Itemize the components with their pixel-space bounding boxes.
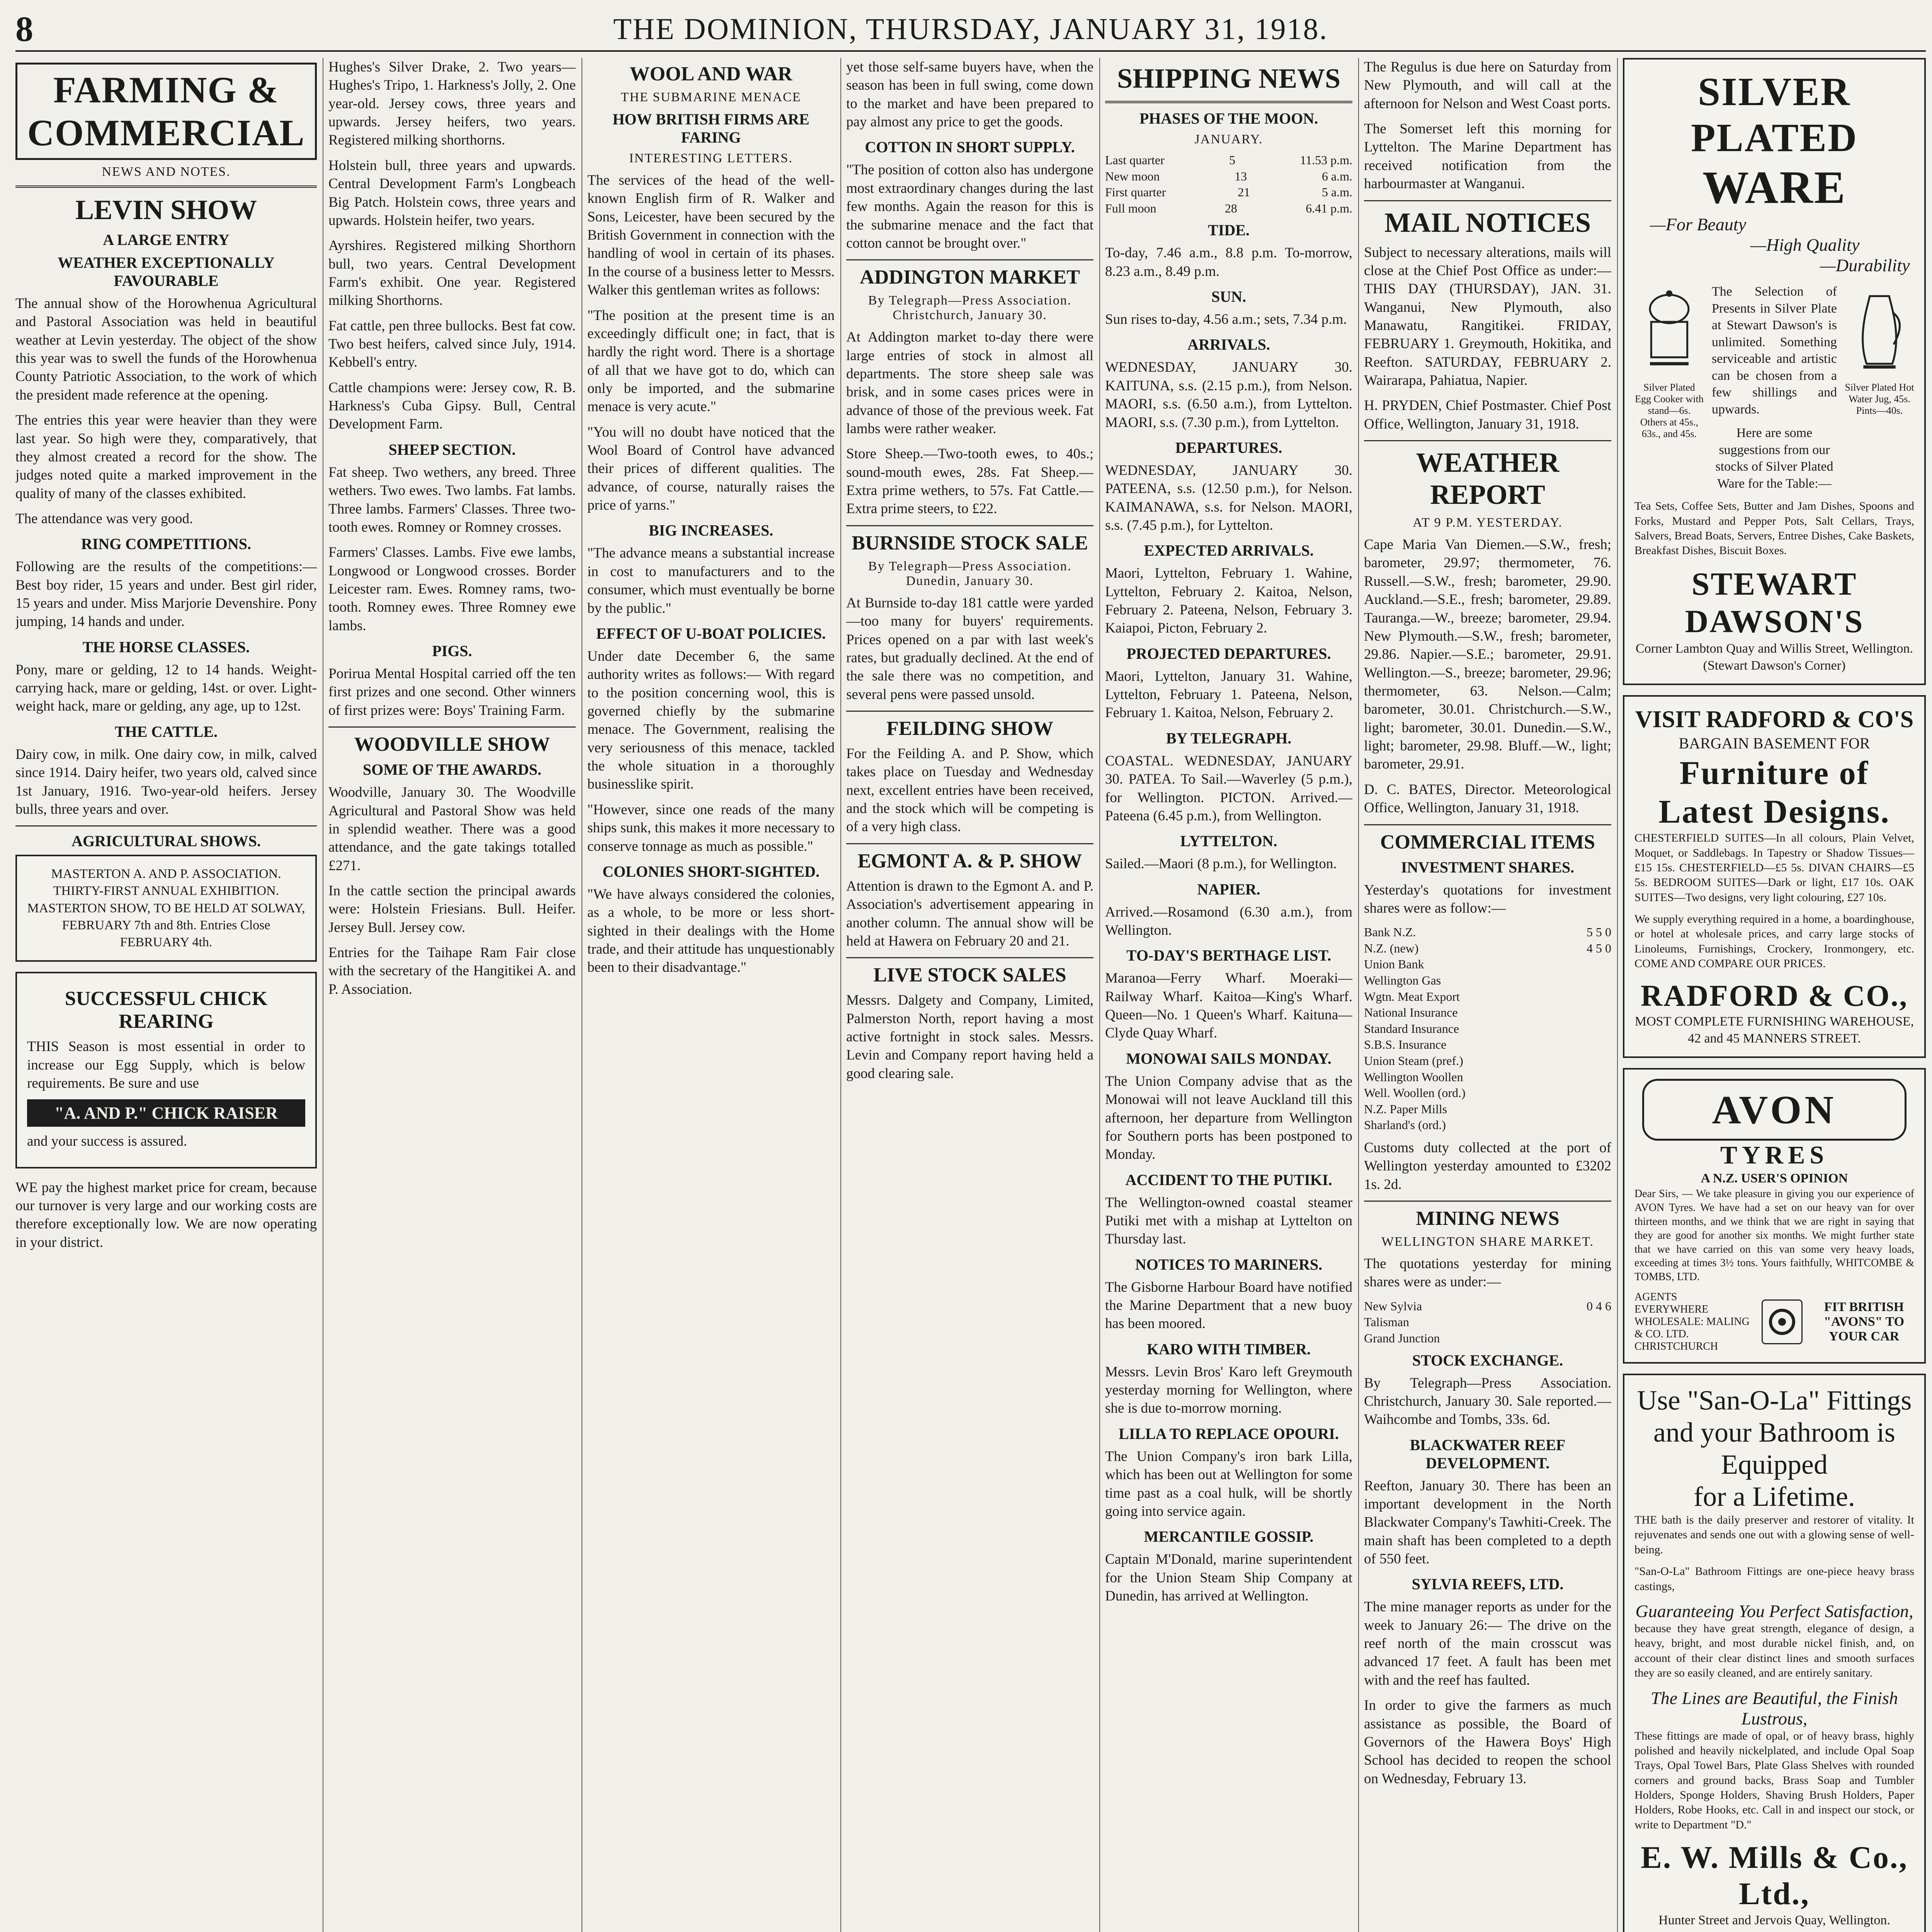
article-subhead: DEPARTURES. [1175, 439, 1282, 456]
article-subhead: COLONIES SHORT-SIGHTED. [602, 862, 820, 880]
article-subhead: SHEEP SECTION. [388, 440, 516, 458]
article-paragraph: Maranoa—Ferry Wharf. Moeraki—Railway Wharf. Kaitoa—King's Wharf. Queen—No. 1 Queen's Wharf. Kaituna—Clyde Quay Wharf. [1105, 970, 1352, 1041]
article-paragraph: Holstein bull, three years and upwards. Central Development Farm's Longbeach Big Patch. Holstein cows, three years and upwards. Holstein heifer, two years. [328, 157, 576, 228]
article-paragraph: Subject to necessary alterations, mails will close at the Chief Post Office as under:— THIS DAY (THURSDAY), JAN. 31. Wanganui, New Plymouth, also Manawatu, Rangitikei. FRIDAY, FEBRUARY 1. Greymouth, Hokitika, and Reefton. SATURDAY, FEBRUARY 2. Wairarapa, Pahiatua, Napier. [1364, 244, 1611, 389]
article-paragraph: The Wellington-owned coastal steamer Putiki met with a mishap at Lyttelton on Thursday last. [1105, 1194, 1352, 1247]
article-paragraph: "We have always considered the colonies, as a whole, to be more or less short-sighted in their dealings with the Home trade, and their attitude has unquestionably been to their disadvantage." [587, 886, 835, 976]
table-row: S.B.S. Insurance [1364, 1037, 1447, 1052]
article-paragraph: The annual show of the Horowhenua Agricultural and Pastoral Association was held in beautiful weather at Levin yesterday. The object of the show this year was to swell the funds of the Horowhenua County Patriotic Association, to the work of which the president made reference at the opening. [15, 296, 317, 403]
article-paragraph: "You will no doubt have noticed that the Wool Board of Control have advanced their prices of different qualities. The advance, of course, naturally raises the price of yarns." [587, 424, 835, 514]
radford-ad [1623, 695, 1926, 1058]
ad-body-row [1634, 283, 1914, 499]
article-headline: COMMERCIAL ITEMS [1380, 831, 1595, 853]
ad-text: The Selection of Presents in Silver Plate at Stewart Dawson's is unlimited. Something serviceable and artistic can be chosen from a few shillings and upwards. [1712, 284, 1837, 417]
article-subhead: BIG INCREASES. [648, 522, 774, 539]
article-paragraph: The Union Company's iron bark Lilla, which has been out at Wellington for some time past as a coal hulk, will be shortly going into service again. [1105, 1448, 1352, 1519]
egg-cooker-icon [1636, 283, 1702, 380]
article-dateline: By Telegraph—Press Association. Dunedin, January 30. [868, 559, 1072, 588]
ad-tagline: —For Beauty [1650, 214, 1747, 234]
column-mail-weather-commerce [1364, 58, 1611, 1932]
article-subhead: PHASES OF THE MOON. [1139, 110, 1318, 127]
page-title: THE DOMINION, THURSDAY, JANUARY 31, 1918. [613, 12, 1328, 46]
ad-headline: SUCCESSFUL CHICK REARING [65, 988, 268, 1033]
article-subhead: RING COMPETITIONS. [81, 535, 252, 553]
table-row: Bank N.Z. 5 5 0 [1364, 925, 1611, 939]
article-paragraph: The Gisborne Harbour Board have notified the Marine Department that a new buoy has been moored. [1105, 1279, 1352, 1332]
article-paragraph: In the cattle section the principal awards were: Holstein Friesians. Bull. Heifer. Jersey Bull. Jersey cow. [328, 883, 576, 935]
article-subhead: SOME OF THE AWARDS. [362, 761, 542, 779]
column-divider [840, 58, 841, 1932]
article-subhead: EXPECTED ARRIVALS. [1144, 542, 1314, 560]
ad-slogan: FIT BRITISH "AVONS" TO YOUR CAR [1823, 1300, 1905, 1344]
water-jug-figure [1845, 283, 1914, 417]
table-row: Full moon 28 6.41 p.m. [1105, 201, 1352, 215]
article-paragraph: Sun rises to-day, 4.56 a.m.; sets, 7.34 p.m. [1105, 311, 1347, 328]
article-paragraph: Messrs. Dalgety and Company, Limited, Palmerston North, report having a most active fortnight in stock sales. Messrs. Levin and Company report having held a good clearing sale. [846, 992, 1094, 1082]
article-subhead: MERCANTILE GOSSIP. [1144, 1528, 1314, 1546]
table-row: New moon 13 6 a.m. [1105, 169, 1352, 183]
ad-text: THE bath is the daily preserver and restorer of vitality. It rejuvenates and sends one out with a glowing sense of well-being. [1634, 1514, 1914, 1556]
article-subhead: WEATHER EXCEPTIONALLY FAVOURABLE [58, 254, 275, 289]
ad-subtitle: BARGAIN BASEMENT FOR [1679, 735, 1870, 752]
ad-footer [1634, 1291, 1914, 1353]
ad-subtitle: TYRES [1720, 1141, 1829, 1170]
san-o-la-ad [1623, 1374, 1926, 1932]
column-divider [1617, 58, 1618, 1932]
column-show-results [328, 58, 576, 1932]
ad-title: SILVER PLATED [1690, 70, 1858, 160]
avon-logo: AVON [1642, 1079, 1906, 1141]
ad-address: (Stewart Dawson's Corner) [1703, 658, 1846, 673]
article-subhead: BLACKWATER REEF DEVELOPMENT. [1410, 1436, 1566, 1472]
table-row: Union Bank [1364, 957, 1424, 971]
article-signature: H. PRYDEN, Chief Postmaster. Chief Post Office, Wellington, January 31, 1918. [1364, 398, 1611, 432]
ad-tagline: MOST COMPLETE FURNISHING WAREHOUSE, [1634, 1014, 1914, 1029]
table-row: Sharland's (ord.) [1364, 1118, 1446, 1132]
article-paragraph: The Union Company advise that as the Monowai will not leave Auckland till this afternoon, her departure from Wellington for Southern ports has been postponed to Monday. [1105, 1073, 1352, 1163]
ad-text: We supply everything required in a home, a boardinghouse, or hotel at wholesale prices, and carry large stocks of Linoleums, Furnishings, Crockery, Ironmongery, etc. COME AND COMPARE OUR PRICES. [1634, 913, 1914, 970]
table-row: Wgtn. Meat Export [1364, 989, 1460, 1003]
stewart-dawson-ad [1623, 58, 1926, 685]
column-markets [846, 58, 1094, 1932]
table-row: Well. Woollen (ord.) [1364, 1086, 1466, 1100]
article-headline: WOODVILLE SHOW [354, 733, 550, 756]
column-divider [1358, 58, 1359, 1932]
article-headline: LEVIN SHOW [75, 194, 257, 225]
article-paragraph: Reefton, January 30. There has been an important development in the North Blackwater Company's Tawhiti-Creek. The main shaft has been completed to a depth of 550 feet. [1364, 1478, 1611, 1567]
article-subhead: ARRIVALS. [1187, 336, 1270, 354]
article-subhead: STOCK EXCHANGE. [1412, 1351, 1563, 1369]
article-paragraph: At Burnside to-day 181 cattle were yarded—too many for buyers' requirements. Prices opened on a par with last week's rates, but gradually declined. At the end of the sale there was no competition, and several pens were passed unsold. [846, 595, 1094, 702]
moon-table [1105, 152, 1352, 216]
article-headline: BURNSIDE STOCK SALE [852, 532, 1088, 554]
article-subhead: PIGS. [432, 642, 472, 660]
article-headline: ADDINGTON MARKET [860, 266, 1080, 289]
ad-address: Corner Lambton Quay and Willis Street, Wellington. [1636, 641, 1913, 656]
figure-caption: Silver Plated Egg Cooker with stand—6s. Others at 45s., 63s., and 45s. [1635, 382, 1704, 439]
section-title: FARMING & COMMERCIAL [15, 63, 317, 160]
article-paragraph: Porirua Mental Hospital carried off the ten first prizes and one second. Other winners of first prizes were: Boys' Training Farm. [328, 666, 576, 718]
page-number: 8 [15, 9, 34, 49]
article-paragraph: The entries this year were heavier than they were last year. So high were they, comparatively, that they almost created a record for the show. The judges noted quite a marked improvement in the quality of many of the classes exhibited. [15, 412, 317, 502]
shares-table [1364, 924, 1611, 1133]
article-paragraph: The quotations yesterday for mining shares were as under:— [1364, 1256, 1611, 1290]
table-row: Wellington Woollen [1364, 1070, 1463, 1084]
article-paragraph: Store Sheep.—Two-tooth ewes, to 40s.; sound-mouth ewes, 28s. Fat Sheep.—Extra prime wethers, to 57s. Fat Cattle.—Extra prime steers, to £22. [846, 446, 1094, 517]
article-paragraph: Fat cattle, pen three bullocks. Best fat cow. Two best heifers, calved since July, 1914. Kebbell's entry. [328, 318, 576, 371]
ad-address: 42 and 45 MANNERS STREET. [1688, 1031, 1861, 1046]
article-subhead: LYTTELTON. [1180, 832, 1277, 850]
article-headline: FEILDING SHOW [886, 717, 1053, 740]
article-paragraph: Attention is drawn to the Egmont A. and P. Association's advertisement appearing in another column. The annual show will be held at Hawera on February 20 and 21. [846, 878, 1094, 949]
article-headline: SHIPPING NEWS [1117, 63, 1341, 94]
ad-address: Hunter Street and Jervois Quay, Wellington. [1658, 1913, 1890, 1928]
ad-headline: Furniture of Latest Designs. [1658, 754, 1890, 830]
ad-text: "San-O-La" Bathroom Fittings are one-piece heavy brass castings, [1634, 1565, 1914, 1593]
table-row: New Sylvia 0 4 6 [1364, 1299, 1611, 1313]
article-paragraph: Entries for the Taihape Ram Fair close with the secretary of the Hangitikei A. and P. Association. [328, 945, 576, 997]
article-subhead: TIDE. [1208, 221, 1250, 239]
ad-text: Here are some suggestions from our stocks of Silver Plated Ware for the Table:— [1715, 426, 1833, 491]
table-row: Union Steam (pref.) [1364, 1053, 1463, 1068]
article-subhead: PROJECTED DEPARTURES. [1126, 645, 1331, 662]
article-paragraph: Dairy cow, in milk. One dairy cow, in milk, calved since 1914. Dairy heifer, two years old, calved since 1st January, 1916. Two-year-old heifers. Jersey bulls, three years and over. [15, 746, 317, 817]
column-farming [15, 58, 317, 1932]
article-paragraph: The mine manager reports as under for the week to January 26:— The drive on the reef north of the main crosscut was advanced 17 feet. A fault has been met with and the reef has faulted. [1364, 1599, 1611, 1688]
article-paragraph: Woodville, January 30. The Woodville Agricultural and Pastoral Show was held in splendid weather. There was a good attendance, and the gate takings totalled £271. [328, 784, 576, 874]
article-subhead: ACCIDENT TO THE PUTIKI. [1125, 1171, 1332, 1189]
article-subhead: SUN. [1211, 288, 1247, 306]
table-row: National Insurance [1364, 1005, 1458, 1020]
article-subhead: HOW BRITISH FIRMS ARE FARING [612, 111, 810, 146]
article-paragraph: Maori, Lyttelton, February 1. Wahine, Lyttelton, February 2. Kaitoa, Nelson, February 2. Pateena, Nelson, February 3. Kaiapoi, Picton, February 2. [1105, 565, 1352, 636]
ad-text: MASTERTON A. AND P. ASSOCIATION. THIRTY-FIRST ANNUAL EXHIBITION. MASTERTON SHOW, TO BE HELD AT SOLWAY, FEBRUARY 7th and 8th. Entries Close FEBRUARY 4th. [27, 867, 305, 950]
table-row: Standard Insurance [1364, 1021, 1459, 1036]
ad-text: CHESTERFIELD SUITES—In all colours, Plain Velvet, Moquet, or Saddlebags. In Tapestry or Shadow Tissues—£15 15s. CHESTERFIELD—£5 5s. DIVAN CHAIRS—£5 5s. BEDROOM SUITES—Dark or light, £17 10s. OAK SUITES—Two designs, very light colouring, £27 10s. [1634, 832, 1914, 904]
masthead [15, 8, 1926, 52]
cream-ad-text: WE pay the highest market price for cream, because our turnover is very large and our working costs are therefore exceptionally low. We are now operating in your district. [15, 1179, 317, 1250]
article-subhead: A LARGE ENTRY [103, 231, 230, 248]
article-dateline: By Telegraph—Press Association. Christchurch, January 30. [868, 293, 1072, 323]
ad-subhead: A N.Z. USER'S OPINION [1701, 1171, 1848, 1186]
article-subhead: WELLINGTON SHARE MARKET. [1381, 1235, 1594, 1249]
ad-headline: Use "San-O-La" Fittings [1637, 1385, 1912, 1416]
article-subhead: THE CATTLE. [115, 723, 218, 740]
table-row: Grand Junction [1364, 1331, 1440, 1345]
article-paragraph: For the Feilding A. and P. Show, which takes place on Tuesday and Wednesday next, excellent entries have been received, and the stock which will be competing is of a very high class. [846, 745, 1094, 835]
water-jug-icon [1847, 283, 1912, 380]
figure-caption: Silver Plated Hot Water Jug, 45s. Pints—40s. [1845, 382, 1914, 416]
article-paragraph: Under date December 6, the same authority writes as follows:— With regard to the position concerning wool, this is governed chiefly by the submarine menace. The Government, realising the very seriousness of this menace, tackled the whole situation in a thoroughly businesslike spirit. [587, 648, 835, 793]
ad-text: Tea Sets, Coffee Sets, Butter and Jam Dishes, Spoons and Forks, Mustard and Pepper Pots, Salt Cellars, Trays, Salvers, Bread Boats, Servers, Entree Dishes, Cake Baskets, Breakfast Dishes, Biscuit Boxes. [1634, 500, 1914, 557]
article-subhead: COTTON IN SHORT SUPPLY. [865, 138, 1075, 156]
article-headline: LIVE STOCK SALES [873, 964, 1066, 986]
ad-title: WARE [1702, 162, 1847, 213]
article-paragraph: Pony, mare or gelding, 12 to 14 hands. Weight-carrying hack, mare or gelding, 14st. or over. Light-weight hack, mare or gelding, any age, up to 12st. [15, 662, 317, 714]
article-paragraph: Customs duty collected at the port of Wellington yesterday amounted to £3202 1s. 2d. [1364, 1139, 1611, 1192]
article-paragraph: The Regulus is due here on Saturday from New Plymouth, and will call at the afternoon for Nelson and West Coast ports. [1364, 59, 1611, 112]
article-paragraph: Following are the results of the competitions:— Best boy rider, 15 years and under. Best girl rider, 15 years and under. Miss Marjorie Devenshire. Pony jumping, 14 hands and under. [15, 559, 317, 630]
article-subhead: EFFECT OF U-BOAT POLICIES. [596, 624, 826, 642]
article-subhead: AGRICULTURAL SHOWS. [71, 832, 261, 850]
column-shipping [1105, 58, 1352, 1932]
chick-raiser-ad [15, 972, 317, 1168]
article-paragraph: Farmers' Classes. Lambs. Five ewe lambs, Longwood or Longwood crosses. Border Leicester ram. Ewes. Romney rams, two-tooth. Romney ewes. Three Romney ewe lambs. [328, 544, 576, 634]
ad-tagline: Guaranteeing You Perfect Satisfaction, [1635, 1601, 1913, 1621]
ad-text: Dear Sirs, — We take pleasure in giving you our experience of AVON Tyres. We have had a set on our heavy van for over thirteen months, and we think that we are right in saying that they are good for another six months. We might further state that we have carried on this van some very heavy loads, exceeding at times 3½ tons. Yours faithfully, WHITCOMBE & TOMBS, LTD. [1634, 1188, 1914, 1283]
table-row: First quarter 21 5 a.m. [1105, 185, 1352, 199]
article-paragraph: Yesterday's quotations for investment shares were as follow:— [1364, 882, 1611, 916]
article-subhead: BY TELEGRAPH. [1166, 729, 1292, 747]
article-paragraph: The attendance was very good. [15, 510, 193, 527]
ad-brand: E. W. Mills & Co., Ltd., [1641, 1840, 1908, 1912]
article-paragraph: Sailed.—Maori (8 p.m.), for Wellington. [1105, 856, 1337, 872]
article-paragraph: By Telegraph—Press Association. Christchurch, January 30. Sale reported.—Waihcombe and Tombs, 33s. 6d. [1364, 1375, 1611, 1428]
article-subhead: JANUARY. [1194, 132, 1263, 146]
mining-table [1364, 1298, 1611, 1347]
article-headline: WEATHER REPORT [1416, 447, 1560, 510]
article-paragraph: Hughes's Silver Drake, 2. Two years— Hughes's Tripo, 1. Harkness's Jolly, 2. One year-old. Jersey cows, three years and upwards. Jersey heifers, two years. Registered milking shorthorns. [328, 59, 576, 148]
article-paragraph: Cattle champions were: Jersey cow, R. B. Harkness's Cuba Gipsy. Bull, Central Development Farm. [328, 379, 576, 432]
product-name: "A. AND P." CHICK RAISER [27, 1099, 305, 1127]
ad-tagline: —Durability [1820, 255, 1910, 275]
article-paragraph: yet those self-same buyers have, when the season has been in full swing, come down to the market and have been prepared to pay almost any price to get the goods. [846, 59, 1094, 130]
wholesale-label: WHOLESALE: MALING & CO. LTD. CHRISTCHURCH [1634, 1316, 1750, 1352]
column-divider [1099, 58, 1100, 1932]
article-paragraph: Fat sheep. Two wethers, any breed. Three wethers. Two ewes. Two lambs. Fat lambs. Three lambs. Farmers' Classes. Three two-tooth ewes. Romney or Romney crosses. [328, 464, 576, 535]
article-subhead: NOTICES TO MARINERS. [1135, 1255, 1323, 1273]
article-subhead: THE SUBMARINE MENACE [621, 90, 801, 104]
column-advertisements [1623, 58, 1926, 1932]
article-paragraph: "The position at the present time is an exceedingly difficult one; in fact, that is hardly the right word. There is a shortage of all that we have got to do, which can only be imported, and the submarine menace is very acute." [587, 307, 835, 415]
egg-cooker-figure [1634, 283, 1704, 440]
ad-tagline: —High Quality [1750, 235, 1860, 255]
article-paragraph: "However, since one reads of the many ships sunk, this makes it more necessary to conserve tonnage as much as possible." [587, 801, 835, 854]
article-paragraph: At Addington market to-day there were large entries of stock in almost all departments. The store sheep sale was brisk, and in some cases prices were in advance of those of the previous week. Fat lambs were rather weaker. [846, 329, 1094, 437]
table-row: Wellington Gas [1364, 973, 1441, 987]
article-subhead: SYLVIA REEFS, LTD. [1412, 1575, 1564, 1593]
article-paragraph: Maori, Lyttelton, January 31. Wahine, Lyttelton, February 1. Pateena, Nelson, February 1. Kaitoa, Nelson, February 2. [1105, 668, 1352, 721]
article-paragraph: COASTAL. WEDNESDAY, JANUARY 30. PATEA. To Sail.—Waverley (5 p.m.), for Wellington. PICTON. Arrived.—Pateena (6.45 p.m.), from Wellington. [1105, 753, 1352, 824]
ad-text: because they have great strength, elegance of design, a heavy, bright, and most durable nickel finish, and, on account of their clear distinct lines and smooth surfaces they are so easily cleaned, and are entirely sanitary. [1634, 1622, 1914, 1680]
article-subhead: THE HORSE CLASSES. [82, 638, 250, 656]
article-paragraph: Ayrshires. Registered milking Shorthorn bull, two years. Central Development Farm's exhibit. One year. Registered milking Shorthorns. [328, 238, 576, 309]
article-headline: WOOL AND WAR [629, 63, 793, 85]
article-subhead: TO-DAY'S BERTHAGE LIST. [1126, 947, 1332, 964]
ad-title: VISIT RADFORD & CO'S [1635, 706, 1914, 733]
tyre-icon [1762, 1299, 1803, 1344]
ad-tagline: The Lines are Beautiful, the Finish Lustrous, [1651, 1688, 1898, 1728]
ad-text: and your success is assured. [27, 1133, 187, 1150]
article-paragraph: The Somerset left this morning for Lyttelton. The Marine Department has received notification from the harbourmaster at Wanganui. [1364, 121, 1611, 192]
ad-headline: for a Lifetime. [1694, 1481, 1855, 1512]
table-row: N.Z. Paper Mills [1364, 1102, 1447, 1116]
ad-text: THIS Season is most essential in order to increase our Egg Supply, which is below requirements. Be sure and use [27, 1039, 305, 1091]
article-paragraph: "The advance means a substantial increase in cost to manufacturers and to the consumer, which must eventually be borne by the public." [587, 545, 835, 616]
ad-agents [1634, 1291, 1750, 1353]
article-signature: D. C. BATES, Director. Meteorological Office, Wellington, January 31, 1918. [1364, 781, 1611, 816]
article-subhead: MONOWAI SAILS MONDAY. [1126, 1049, 1332, 1067]
article-subhead: LILLA TO REPLACE OPOURI. [1119, 1425, 1339, 1442]
article-paragraph: "The position of cotton also has undergone most extraordinary changes during the last few months. Again the reason for this is the submarine menace and the fact that cotton cannot be brought over." [846, 162, 1094, 251]
article-paragraph: Arrived.—Rosamond (6.30 a.m.), from Wellington. [1105, 904, 1352, 938]
article-paragraph: Captain M'Donald, marine superintendent for the Union Steam Ship Company at Dunedin, has arrived at Wellington. [1105, 1551, 1352, 1604]
masterton-show-ad [15, 855, 317, 962]
avon-tyres-ad [1623, 1068, 1926, 1364]
ad-text: These fittings are made of opal, or of heavy brass, highly polished and heavily nickelplated, and include Opal Soap Trays, Opal Towel Bars, Plate Glass Shelves with rounded corners and ground backs, Brass Soap and Tumbler Holders, Sponge Holders, Shaving Brush Holders, Paper Holders, Robe Hooks, etc. Call in and inspect our stock, or write to Department "D." [1634, 1729, 1914, 1831]
article-headline: MINING NEWS [1416, 1208, 1560, 1230]
ad-copy [1712, 283, 1837, 499]
article-paragraph: In order to give the farmers as much assistance as possible, the Board of Governors of the Hawera Boys' High School has decided to reopen the school on Wednesday, February 13. [1364, 1697, 1611, 1787]
article-paragraph: To-day, 7.46 a.m., 8.8 p.m. To-morrow, 8.23 a.m., 8.49 p.m. [1105, 245, 1352, 279]
ad-headline: and your Bathroom is Equipped [1653, 1417, 1895, 1480]
article-paragraph: Cape Maria Van Diemen.—S.W., fresh; barometer, 29.97; thermometer, 76. Russell.—S.W., fresh; barometer, 29.90. Auckland.—S.E., fresh; barometer, 29.89. Tauranga.—W., breeze; barometer, 29.94. New Plymouth.—S.W., fresh; barometer, 29.86. Napier.—S.E.; barometer, 29.91. Wellington.—S., breeze; barometer, 29.96; thermometer, 63. Nelson.—Calm; barometer, 30.01. Christchurch.—S.W., light; barometer, 30.01. Dunedin.—S.W., light; barometer, 29.98. Bluff.—W., light; barometer, 29.91. [1364, 537, 1611, 772]
agents-label: AGENTS EVERYWHERE [1634, 1291, 1709, 1315]
table-row: Talisman [1364, 1315, 1409, 1329]
article-paragraph: WEDNESDAY, JANUARY 30. KAITUNA, s.s. (2.15 p.m.), from Nelson. MAORI, s.s. (6.50 a.m.), from Lyttelton. MAORI, s.s. (7.30 p.m.), from Lyttelton. [1105, 359, 1352, 430]
article-headline: MAIL NOTICES [1384, 207, 1591, 238]
article-paragraph: Messrs. Levin Bros' Karo left Greymouth yesterday morning for Wellington, where she is due to-morrow morning. [1105, 1364, 1352, 1417]
article-subhead: NAPIER. [1197, 880, 1260, 898]
ad-brand: RADFORD & CO., [1641, 978, 1908, 1012]
article-paragraph: WEDNESDAY, JANUARY 30. PATEENA, s.s. (12.50 p.m.), for Nelson. KAIMANAWA, s.s. for Nelson. MAORI, s.s. (7.45 p.m.), for Lyttelton. [1105, 462, 1352, 533]
article-subhead: INVESTMENT SHARES. [1401, 858, 1575, 876]
article-subhead: AT 9 P.M. YESTERDAY. [1413, 515, 1563, 530]
column-wool-and-war [587, 58, 835, 1932]
article-subhead: INTERESTING LETTERS. [629, 151, 793, 165]
article-paragraph: The services of the head of the well-known English firm of R. Walker and Sons, Leicester, have been secured by the British Government in connection with the handling of wool in certain of its phases. In the course of a business letter to Messrs. Walker this gentleman writes as follows: [587, 172, 835, 298]
section-subtitle: NEWS AND NOTES. [102, 165, 231, 179]
ad-brand: STEWART DAWSON'S [1685, 566, 1864, 639]
article-subhead: KARO WITH TIMBER. [1146, 1340, 1311, 1358]
table-row: Last quarter 5 11.53 p.m. [1105, 153, 1352, 167]
table-row: N.Z. (new) 4 5 0 [1364, 941, 1611, 955]
article-headline: EGMONT A. & P. SHOW [857, 850, 1082, 872]
